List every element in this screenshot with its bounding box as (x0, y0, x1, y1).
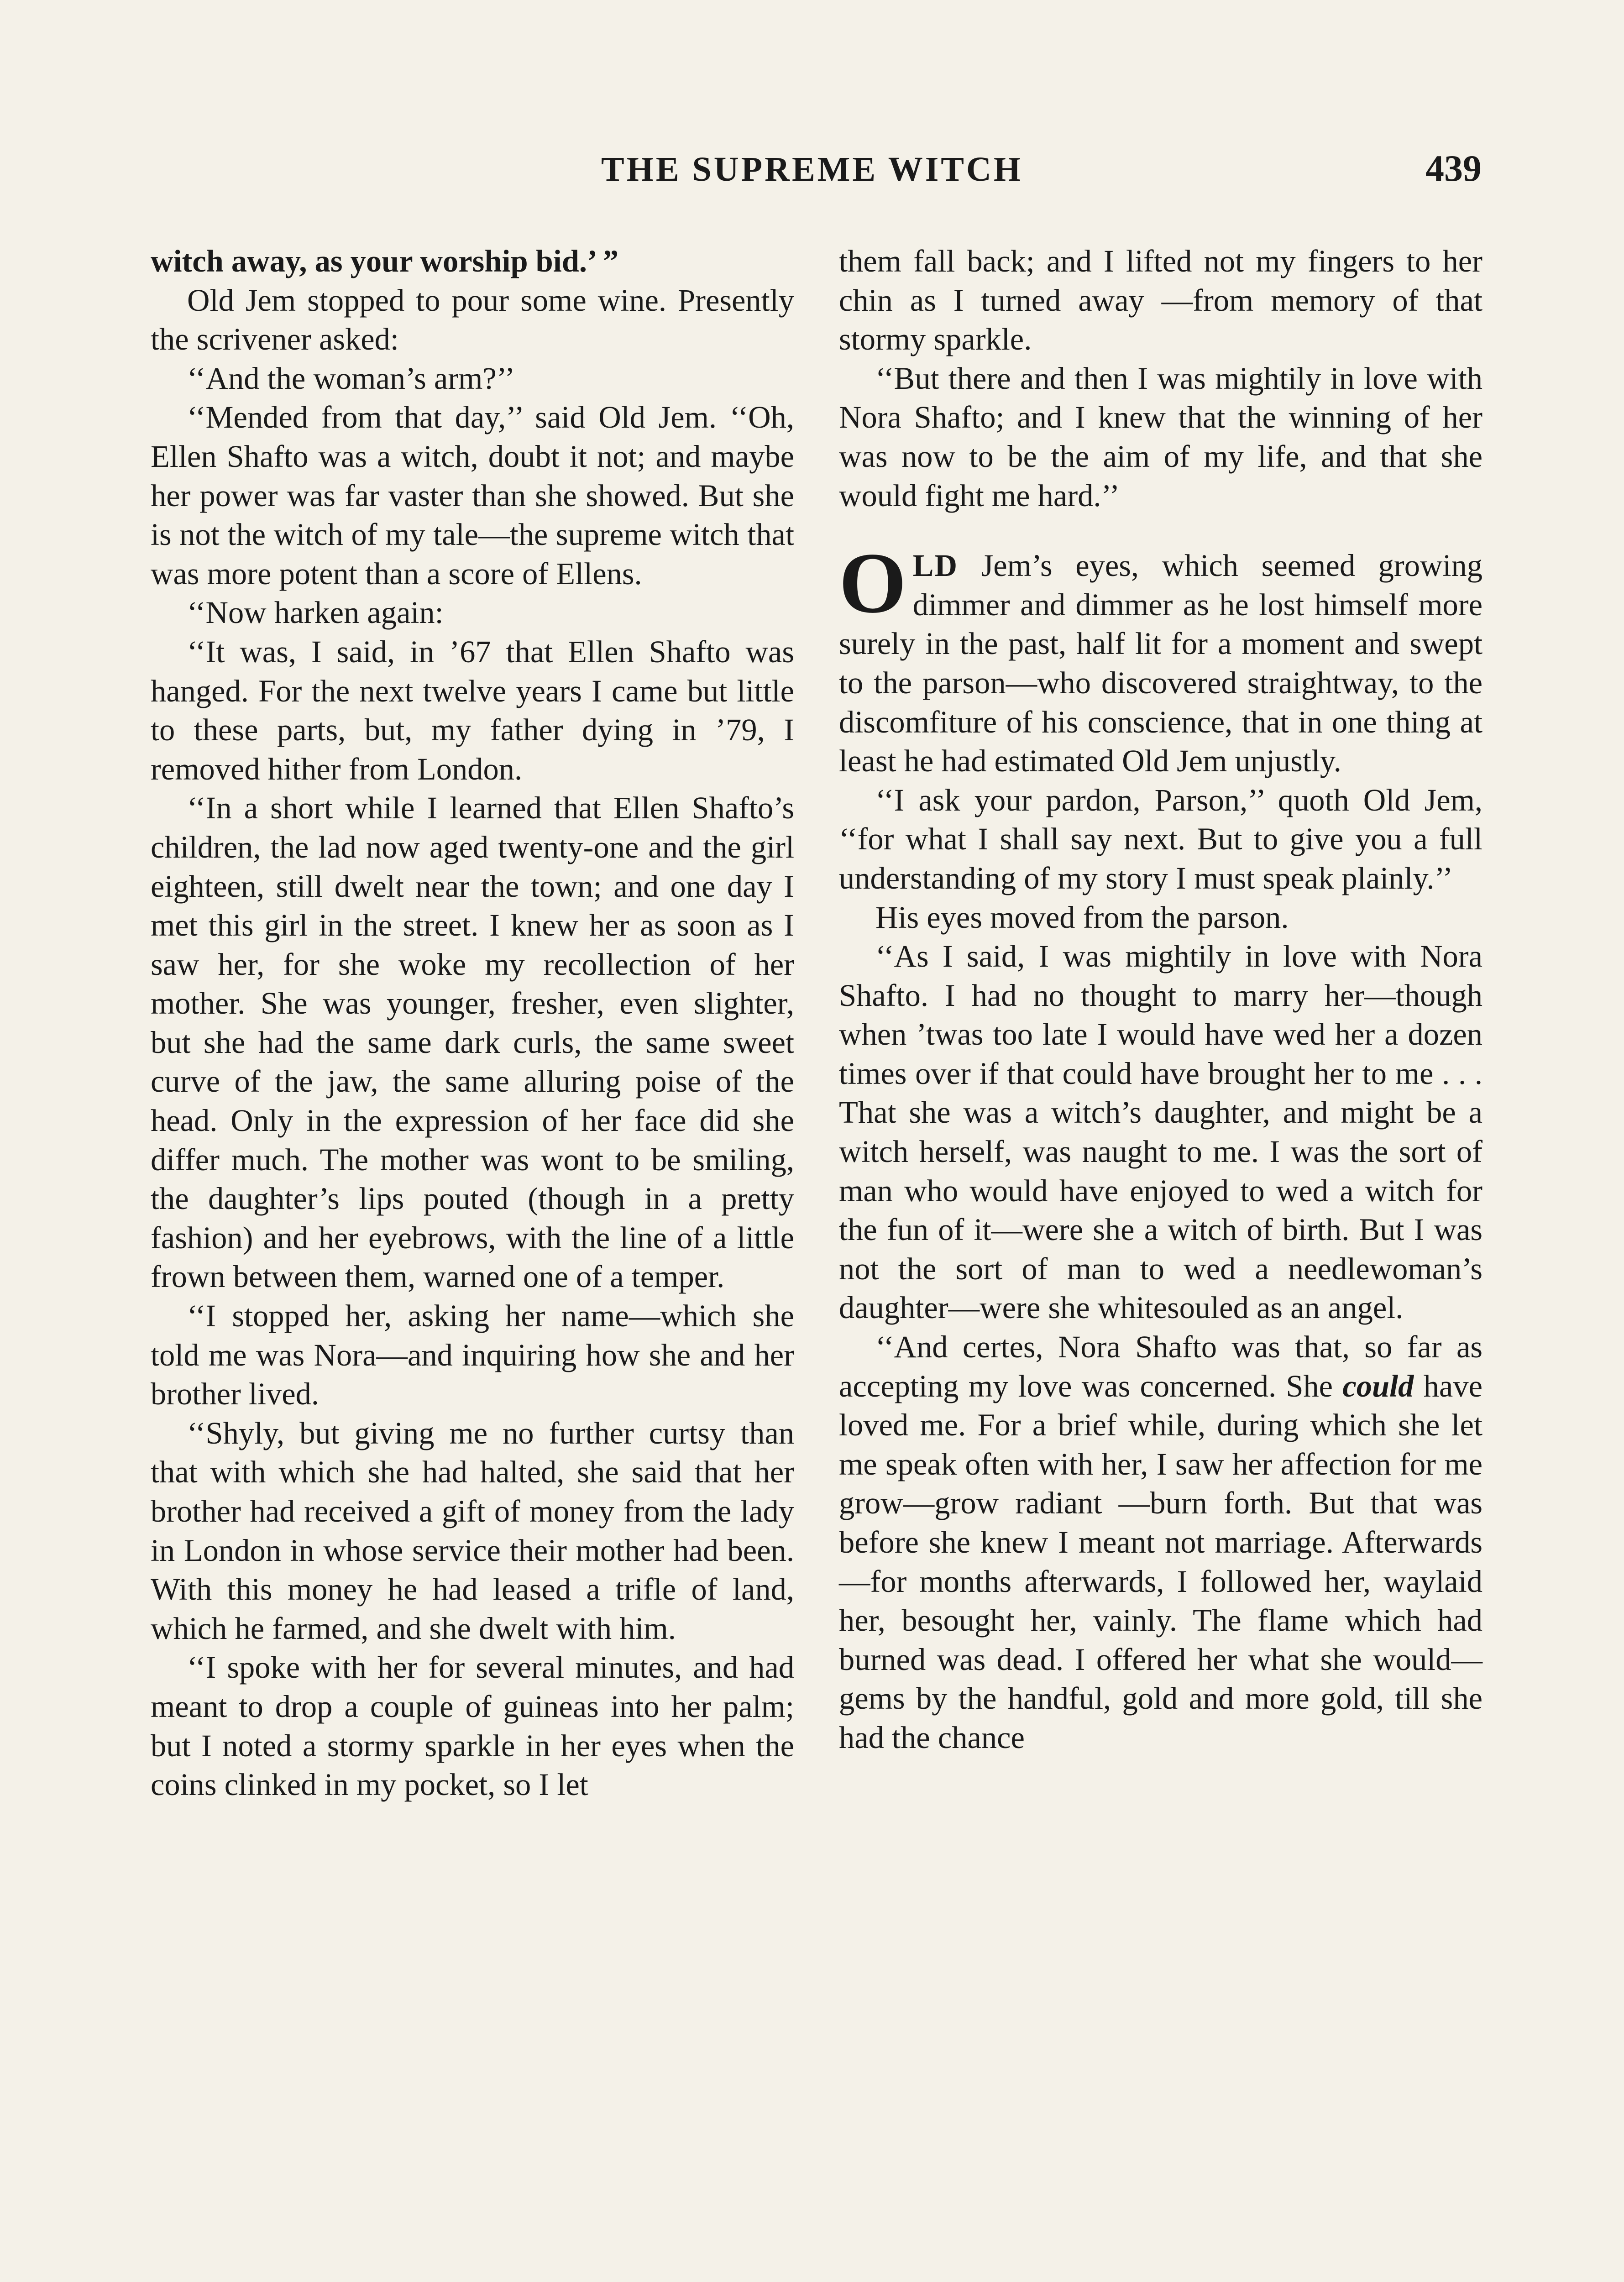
paragraph: His eyes moved from the parson. (875, 900, 1289, 935)
drop-cap-smallcaps: LD (912, 548, 958, 583)
paragraph: witch away, as your worship bid.’ ” (151, 244, 619, 278)
paragraph: ‘‘Shyly, but giving me no further curtsy than that with which she had halted, she said that her brother had received a gift of money from the lady in London in whose service their mother had been. With this money he had leased a trifle of land, which he farmed, and she dwelt with him. (151, 1415, 794, 1646)
running-head (0, 145, 1624, 195)
paragraph: ‘‘As I said, I was mightily in love with Nora Shafto. I had no thought to marry her—though when ’twas too late I would have wed her a dozen times over if that could have brought her to me . . . That she was a witch’s daughter, and might be a witch herself, was naught to me. I was the sort of man who would have enjoyed to wed a witch for the fun of it—were she a witch of birth. But I was not the sort of man to wed a needlewoman’s daughter—were she whitesouled as an angel. (839, 939, 1483, 1325)
paragraph-text: ‘‘And certes, Nora Shafto was that, so far as accepting my love was concerned. She (839, 1329, 1483, 1403)
dropcap-paragraph (839, 535, 1483, 781)
emphasis-text: could (1342, 1368, 1414, 1403)
paragraph: ‘‘Mended from that day,’’ said Old Jem. ‘‘Oh, Ellen Shafto was a witch, doubt it not; and maybe her power was far vaster than she showed. But she is not the witch of my tale—the supreme witch that was more potent than a score of Ellens. (151, 400, 794, 591)
paragraph: Old Jem stopped to pour some wine. Presently the scrivener asked: (151, 283, 794, 357)
paragraph: ‘‘It was, I said, in ’67 that Ellen Shafto was hanged. For the next twelve years I came but little to these parts, but, my father dying in ’79, I removed hither from London. (151, 634, 794, 786)
paragraph: ‘‘In a short while I learned that Ellen Shafto’s children, the lad now aged twenty-one and the girl eighteen, still dwelt near the town; and one day I met this girl in the street. I knew her as soon as I saw her, for she woke my recollection of her mother. She was younger, fresher, even slighter, but she had the same dark curls, the same sweet curve of the jaw, the same alluring poise of the head. Only in the expression of her face did she differ much. The mother was wont to be smiling, the daughter’s lips pouted (though in a pretty fashion) and her eyebrows, with the line of a little frown between them, warned one of a temper. (151, 790, 794, 1294)
paragraph: ‘‘I ask your pardon, Parson,’’ quoth Old Jem, ‘‘for what I shall say next. But to give you a full understanding of my story I must speak plainly.’’ (839, 782, 1483, 895)
paragraph: ‘‘I spoke with her for several minutes, and had meant to drop a couple of guineas into her palm; but I noted a stormy sparkle in her eyes when the coins clinked in my pocket, so I let (151, 1650, 794, 1802)
left-column (151, 242, 794, 1805)
paragraph (839, 1328, 1483, 1758)
paragraph: ‘‘Now harken again: (187, 595, 444, 630)
drop-cap-letter: O (839, 535, 906, 632)
drop-cap-paragraph-text: Jem’s eyes, which seemed growing dimmer and dimmer as he lost himself more surely in the past, half lit for a moment and swept to the parson—who discovered straightway, to the discomfiture of his conscience, that in one thing at least he had estimated Old Jem unjustly. (839, 548, 1483, 779)
paragraph-text: have loved me. For a brief while, during which she let me speak often with her, I saw her affection for me grow—grow radiant —burn forth. But that was before she knew I meant not marriage. Afterwards—for months afterwards, I followed her, waylaid her, besought her, vainly. The flame which had burned was dead. I offered her what she would—gems by the handful, gold and more gold, till she had the chance (839, 1368, 1483, 1755)
page-title: THE SUPREME WITCH (601, 150, 1023, 188)
paragraph: ‘‘And the woman’s arm?’’ (187, 361, 515, 396)
page-number: 439 (1425, 147, 1482, 189)
paragraph: ‘‘I stopped her, asking her name—which she told me was Nora—and inquiring how she and her brother lived. (151, 1298, 794, 1412)
paragraph: ‘‘But there and then I was mightily in love with Nora Shafto; and I knew that the winning of her was now to be the aim of my life, and that she would fight me hard.’’ (839, 361, 1483, 513)
right-column (839, 242, 1483, 1758)
paragraph: them fall back; and I lifted not my fingers to her chin as I turned away —from memory of that stormy sparkle. (839, 244, 1483, 357)
